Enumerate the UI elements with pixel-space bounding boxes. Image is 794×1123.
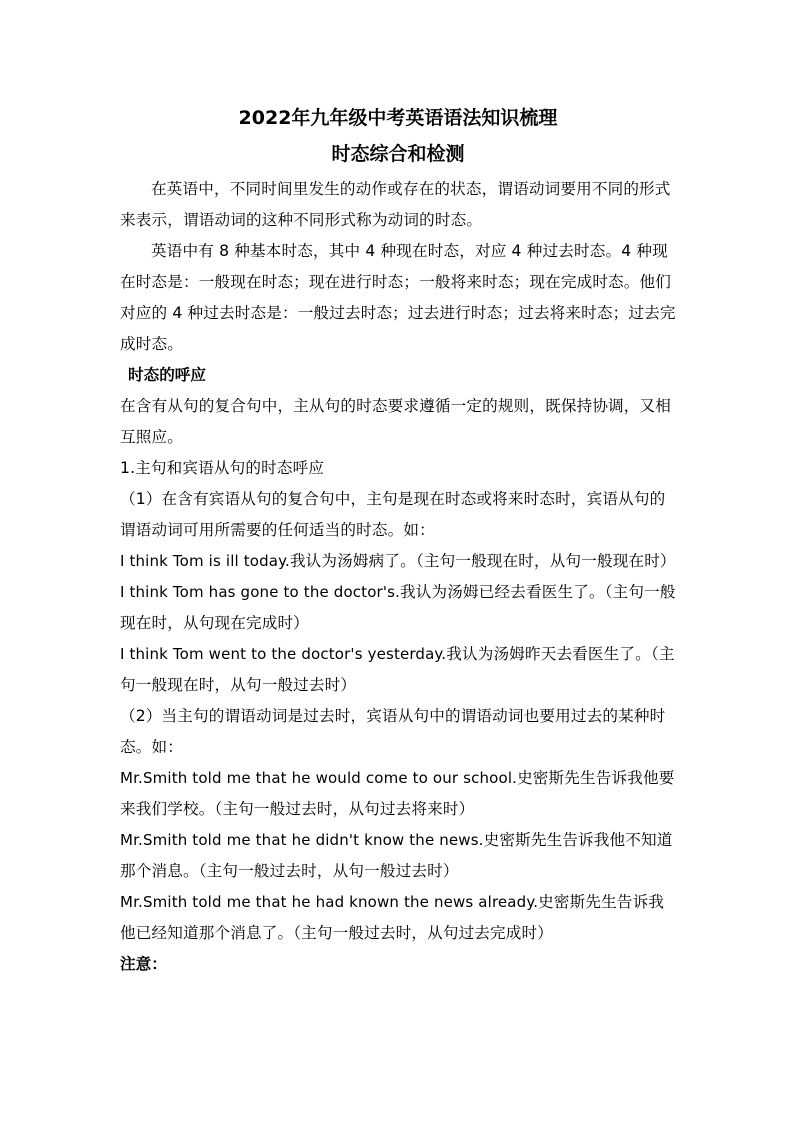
example-translation: 我认为汤姆昨天去看医生了。（主句一般现在时，从句一般过去时）: [120, 645, 675, 694]
example-translation: 史密斯先生告诉我他要来我们学校。（主句一般过去时，从句过去将来时）: [120, 769, 675, 818]
example-english: Mr.Smith told me that he didn't know the news.: [120, 831, 484, 849]
example-english: Mr.Smith told me that he had known the news already.: [120, 893, 539, 911]
example-sentence: [120, 763, 676, 825]
section-heading: 时态的呼应: [128, 366, 206, 384]
example-english: I think Tom has gone to the doctor's.: [120, 583, 401, 601]
example-english: Mr.Smith told me that he would come to our school.: [120, 769, 518, 787]
example-translation: 史密斯先生告诉我他不知道那个消息。（主句一般过去时，从句一般过去时）: [120, 831, 673, 880]
intro-paragraph-2: 英语中有 8 种基本时态，其中 4 种现在时态，对应 4 种过去时态。4 种现在时态是：一般现在时态；现在进行时态；一般将来时态；现在完成时态。他们对应的 4 种过去时态是：一般过去时态；过去进行时态；过去将来时态；过去完成时态。: [120, 242, 676, 353]
document-subtitle: 时态综合和检测: [331, 143, 465, 165]
document-body: [120, 100, 676, 980]
example-sentence: [120, 546, 676, 577]
rule-paragraph-1: （1）在含有宾语从句的复合句中，主句是现在时态或将来时态时，宾语从句的谓语动词可用所需要的任何适当的时态。如：: [120, 490, 666, 539]
document-title: 2022年九年级中考英语语法知识梳理: [238, 107, 558, 129]
example-sentence: [120, 887, 676, 949]
example-sentence: [120, 639, 676, 701]
rule-paragraph-2: （2）当主句的谓语动词是过去时，宾语从句中的谓语动词也要用过去的某种时态。如：: [120, 707, 666, 756]
example-translation: 我认为汤姆病了。（主句一般现在时，从句一般现在时）: [289, 552, 676, 570]
section-intro: 在含有从句的复合句中，主从句的时态要求遵循一定的规则，既保持协调，又相互照应。: [120, 397, 672, 446]
note-label: 注意：: [120, 955, 167, 973]
example-english: I think Tom is ill today.: [120, 552, 290, 570]
example-translation: 我认为汤姆已经去看医生了。（主句一般现在时，从句现在完成时）: [120, 583, 676, 632]
example-sentence: [120, 577, 676, 639]
example-translation: 史密斯先生告诉我他已经知道那个消息了。（主句一般过去时，从句过去完成时）: [120, 893, 665, 942]
example-sentence: [120, 825, 676, 887]
intro-paragraph-1: 在英语中，不同时间里发生的动作或存在的状态，谓语动词要用不同的形式来表示，谓语动词的这种不同形式称为动词的时态。: [120, 180, 671, 229]
example-english: I think Tom went to the doctor's yesterday.: [120, 645, 447, 663]
subsection-heading: 1.主句和宾语从句的时态呼应: [120, 459, 325, 477]
